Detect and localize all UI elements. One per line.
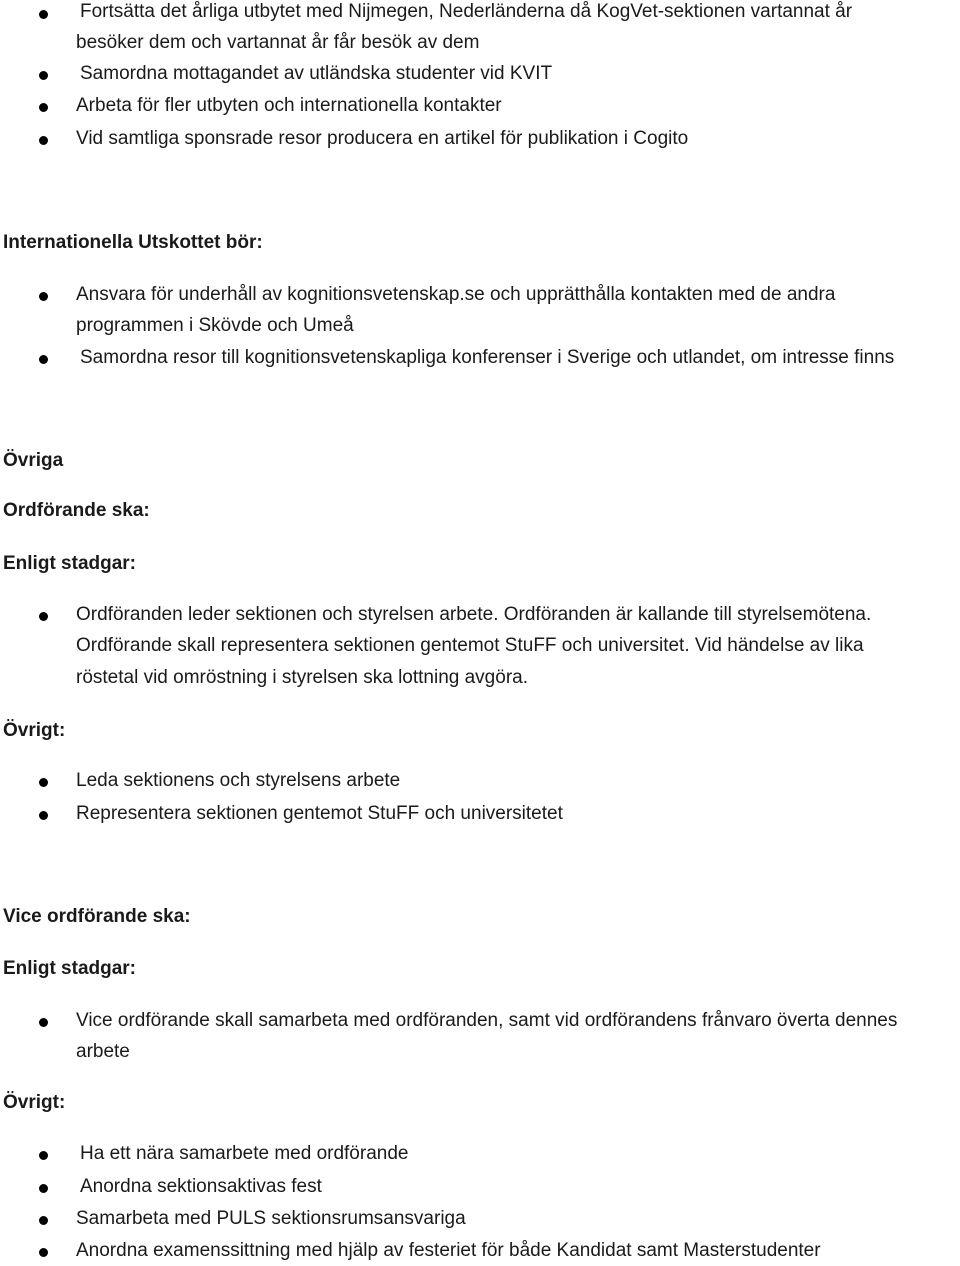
- bullet-dot: [39, 103, 48, 112]
- bullet-dot: [39, 1018, 48, 1027]
- bullet-dot: [39, 71, 48, 80]
- bullet-dot: [39, 1216, 48, 1225]
- list-item-text: Leda sektionens och styrelsens arbete: [76, 770, 401, 791]
- bullet-dot: [39, 355, 48, 364]
- list-item-text: Arbeta för fler utbyten och internationella kontakter: [76, 95, 502, 116]
- list-item-text: Samarbeta med PULS sektionsrumsansvariga: [76, 1208, 466, 1229]
- list-item-text: Vid samtliga sponsrade resor producera en artikel för publikation i Cogito: [76, 128, 689, 149]
- bullet-dot: [39, 292, 48, 301]
- bullet-dot: [39, 1184, 48, 1193]
- section-heading: Enligt stadgar:: [3, 553, 137, 574]
- list-item-text: arbete: [76, 1041, 130, 1062]
- section-heading: Ordförande ska:: [3, 500, 150, 521]
- list-item-text: röstetal vid omröstning i styrelsen ska lottning avgöra.: [76, 667, 528, 688]
- list-item-text: Samordna resor till kognitionsvetenskapliga konferenser i Sverige och utlandet, om intresse finns: [80, 347, 895, 368]
- bullet-dot: [39, 811, 48, 820]
- bullet-dot: [39, 1248, 48, 1257]
- bullet-dot: [39, 612, 48, 621]
- section-heading: Vice ordförande ska:: [3, 906, 191, 927]
- list-item-text: Ansvara för underhåll av kognitionsvetenskap.se och upprätthålla kontakten med de andra: [76, 284, 836, 305]
- list-item-text: Vice ordförande skall samarbeta med ordföranden, samt vid ordförandens frånvaro överta dennes: [76, 1010, 898, 1031]
- list-item-text: Anordna examenssittning med hjälp av festeriet för både Kandidat samt Masterstudenter: [76, 1240, 821, 1261]
- list-item-text: besöker dem och vartannat år får besök av dem: [76, 32, 480, 53]
- list-item-text: Ha ett nära samarbete med ordförande: [80, 1143, 409, 1164]
- section-heading: Enligt stadgar:: [3, 958, 137, 979]
- bullet-dot: [39, 136, 48, 145]
- list-item-text: Ordföranden leder sektionen och styrelsen arbete. Ordföranden är kallande till styrelsemötena.: [76, 604, 872, 625]
- section-heading: Övrigt:: [3, 1092, 66, 1113]
- list-item-text: Fortsätta det årliga utbytet med Nijmegen, Nederländerna då KogVet-sektionen vartannat år: [80, 1, 853, 22]
- section-heading: Internationella Utskottet bör:: [3, 232, 263, 253]
- bullet-dot: [39, 778, 48, 787]
- list-item-text: Representera sektionen gentemot StuFF och universitetet: [76, 803, 563, 824]
- bullet-dot: [39, 10, 48, 19]
- section-heading: Övriga: [3, 450, 64, 471]
- bullet-dot: [39, 1151, 48, 1160]
- list-item-text: Samordna mottagandet av utländska studenter vid KVIT: [80, 63, 553, 84]
- list-item-text: programmen i Skövde och Umeå: [76, 315, 354, 336]
- section-heading: Övrigt:: [3, 720, 66, 741]
- list-item-text: Anordna sektionsaktivas fest: [80, 1176, 322, 1197]
- list-item-text: Ordförande skall representera sektionen gentemot StuFF och universitet. Vid händelse av lika: [76, 635, 864, 656]
